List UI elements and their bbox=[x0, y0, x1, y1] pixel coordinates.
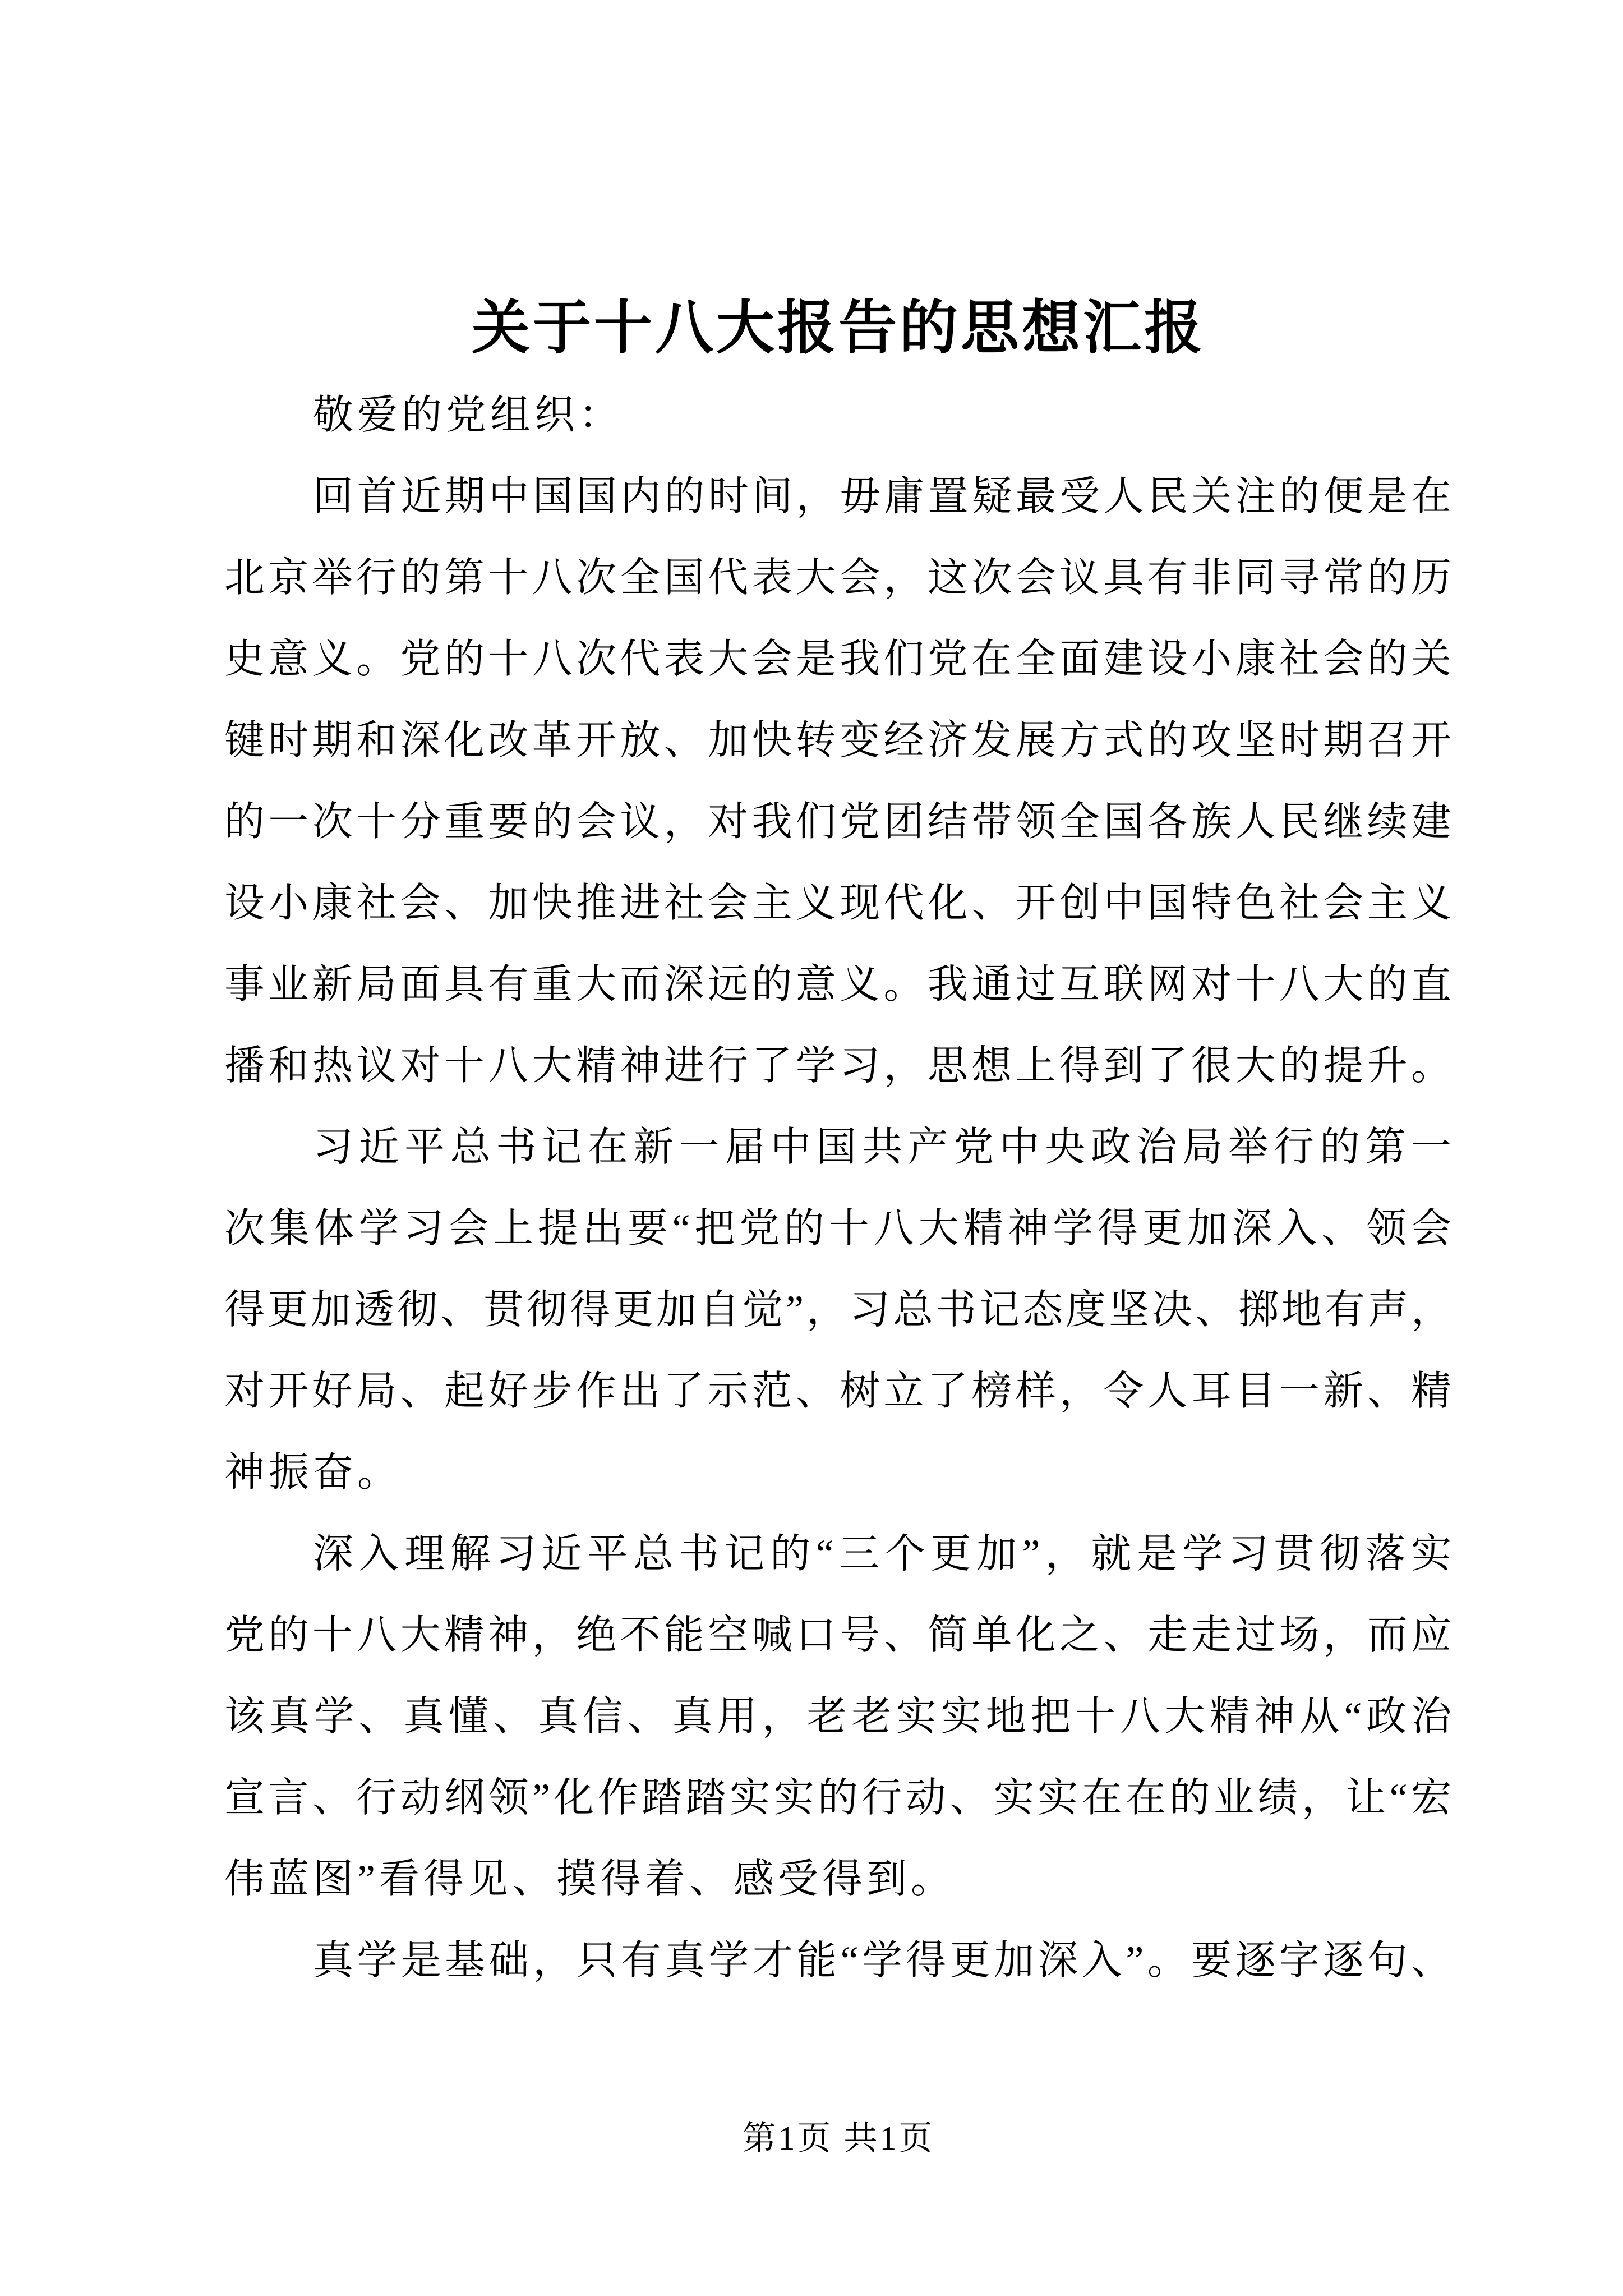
body-line: 神振奋。 bbox=[224, 1450, 402, 1495]
body-line: 次集体学习会上提出要“把党的十八大精神学得更加深入、领会 bbox=[224, 1206, 1453, 1251]
body-line: 该真学、真懂、真信、真用，老老实实地把十八大精神从“政治 bbox=[224, 1694, 1453, 1739]
body-line: 事业新局面具有重大而深远的意义。我通过互联网对十八大的直 bbox=[224, 962, 1453, 1007]
body-line: 伟蓝图”看得见、摸得着、感受得到。 bbox=[224, 1857, 955, 1902]
body-line: 北京举行的第十八次全国代表大会，这次会议具有非同寻常的历 bbox=[224, 555, 1453, 600]
body-line: 对开好局、起好步作出了示范、树立了榜样，令人耳目一新、精 bbox=[224, 1369, 1453, 1414]
body-line: 习近平总书记在新一届中国共产党中央政治局举行的第一 bbox=[313, 1125, 1453, 1170]
body-line: 深入理解习近平总书记的“三个更加”，就是学习贯彻落实 bbox=[313, 1531, 1453, 1576]
body-line: 播和热议对十八大精神进行了学习，思想上得到了很大的提升。 bbox=[224, 1043, 1453, 1088]
body-line: 的一次十分重要的会议，对我们党团结带领全国各族人民继续建 bbox=[224, 799, 1453, 844]
page-number: 第1页 共1页 bbox=[742, 2120, 935, 2157]
body-line: 回首近期中国国内的时间，毋庸置疑最受人民关注的便是在 bbox=[313, 474, 1453, 519]
body-line: 真学是基础，只有真学才能“学得更加深入”。要逐字逐句、 bbox=[313, 1938, 1453, 1983]
body-line: 敬爱的党组织： bbox=[313, 393, 624, 438]
body-line: 得更加透彻、贯彻得更加自觉”，习总书记态度坚决、掷地有声， bbox=[224, 1287, 1453, 1332]
body-line: 史意义。党的十八次代表大会是我们党在全面建设小康社会的关 bbox=[224, 637, 1453, 682]
body-line: 键时期和深化改革开放、加快转变经济发展方式的攻坚时期召开 bbox=[224, 718, 1453, 763]
document-body bbox=[224, 375, 1453, 2001]
body-line: 党的十八大精神，绝不能空喊口号、简单化之、走走过场，而应 bbox=[224, 1613, 1453, 1658]
document-title: 关于十八大报告的思想汇报 bbox=[471, 296, 1205, 361]
body-line: 设小康社会、加快推进社会主义现代化、开创中国特色社会主义 bbox=[224, 881, 1453, 926]
body-line: 宣言、行动纲领”化作踏踏实实的行动、实实在在的业绩，让“宏 bbox=[224, 1775, 1453, 1820]
